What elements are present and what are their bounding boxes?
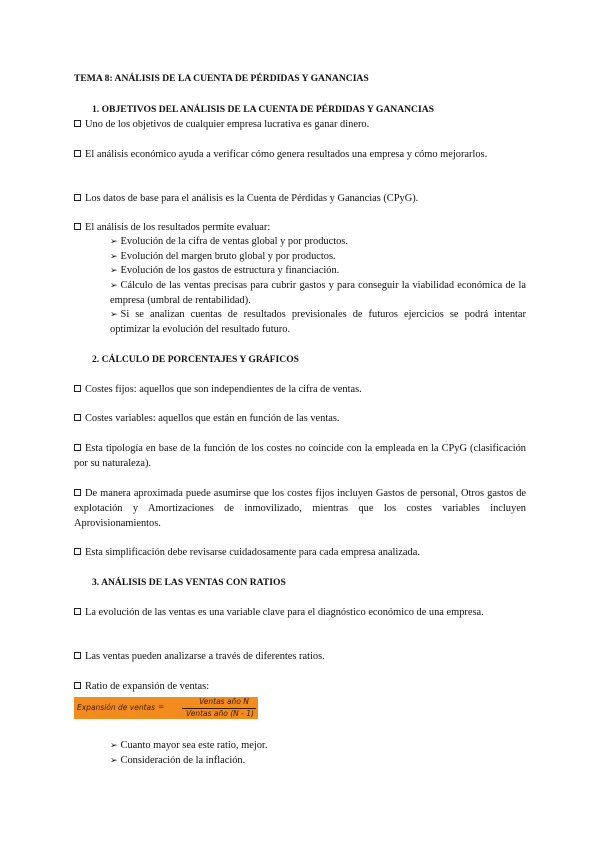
checkbox-bullet-icon bbox=[74, 608, 81, 615]
list-item: Costes variables: aquellos que están en función de las ventas. bbox=[74, 411, 526, 426]
formula-denominator: Ventas año (N - 1) bbox=[186, 709, 254, 718]
sub-list-item: ➢ Evolución del margen bruto global y por productos. bbox=[110, 251, 336, 262]
arrow-bullet-icon: ➢ bbox=[110, 281, 118, 291]
checkbox-bullet-icon bbox=[74, 548, 81, 555]
arrow-bullet-icon: ➢ bbox=[110, 756, 118, 766]
sub-list-item: ➢ Evolución de la cifra de ventas global y por productos. bbox=[110, 236, 348, 247]
checkbox-bullet-icon bbox=[74, 385, 81, 392]
arrow-bullet-icon: ➢ bbox=[110, 266, 118, 276]
sub-list-item: ➢ Cuanto mayor sea este ratio, mejor. bbox=[110, 740, 268, 751]
list-item: Ratio de expansión de ventas: bbox=[74, 679, 526, 694]
arrow-bullet-icon: ➢ bbox=[110, 741, 118, 751]
checkbox-bullet-icon bbox=[74, 444, 81, 451]
arrow-bullet-icon: ➢ bbox=[110, 310, 118, 320]
checkbox-bullet-icon bbox=[74, 194, 81, 201]
list-item: El análisis económico ayuda a verificar cómo genera resultados una empresa y cómo mejorarlos. bbox=[74, 147, 526, 162]
list-item: El análisis de los resultados permite evaluar: bbox=[74, 220, 526, 235]
section-heading-2: 2. CÁLCULO DE PORCENTAJES Y GRÁFICOS bbox=[92, 354, 299, 365]
list-item: De manera aproximada puede asumirse que los costes fijos incluyen Gastos de personal, Otros gastos de explotación y Amortizaciones de inmovilizado, mientras que los costes variables incluyen Aprovisionamientos. bbox=[74, 488, 526, 529]
checkbox-bullet-icon bbox=[74, 489, 81, 496]
sub-list-item: ➢ Si se analizan cuentas de resultados previsionales de futuros ejercicios se podrá intentar optimizar la evolución del resultado futuro. bbox=[110, 309, 526, 335]
arrow-bullet-icon: ➢ bbox=[110, 252, 118, 262]
list-item: La evolución de las ventas es una variable clave para el diagnóstico económico de una empresa. bbox=[74, 605, 526, 620]
list-item: Las ventas pueden analizarse a través de diferentes ratios. bbox=[74, 649, 526, 664]
checkbox-bullet-icon bbox=[74, 414, 81, 421]
sub-list-item: ➢ Evolución de los gastos de estructura y financiación. bbox=[110, 265, 340, 276]
checkbox-bullet-icon bbox=[74, 223, 81, 230]
list-item: Esta tipología en base de la función de los costes no coincide con la empleada en la CPyG (clasificación por su naturaleza). bbox=[74, 443, 526, 469]
document-title: TEMA 8: ANÁLISIS DE LA CUENTA DE PÉRDIDAS Y GANANCIAS bbox=[74, 73, 369, 84]
checkbox-bullet-icon bbox=[74, 652, 81, 659]
list-item: Uno de los objetivos de cualquier empresa lucrativa es ganar dinero. bbox=[74, 117, 526, 132]
arrow-bullet-icon: ➢ bbox=[110, 237, 118, 247]
sub-list-item: ➢ Consideración de la inflación. bbox=[110, 755, 246, 766]
section-heading-3: 3. ANÁLISIS DE LAS VENTAS CON RATIOS bbox=[92, 577, 286, 588]
checkbox-bullet-icon bbox=[74, 682, 81, 689]
section-heading-1: 1. OBJETIVOS DEL ANÁLISIS DE LA CUENTA DE PÉRDIDAS Y GANANCIAS bbox=[92, 104, 434, 115]
formula-left: Expansión de ventas bbox=[77, 703, 156, 712]
expansion-ratio-formula bbox=[74, 697, 258, 719]
list-item: Esta simplificación debe revisarse cuidadosamente para cada empresa analizada. bbox=[74, 545, 526, 560]
checkbox-bullet-icon bbox=[74, 120, 81, 127]
sub-list-item: ➢ Cálculo de las ventas precisas para cubrir gastos y para conseguir la viabilidad económica de la empresa (umbral de rentabilidad). bbox=[110, 280, 526, 306]
formula-numerator: Ventas año N bbox=[199, 697, 249, 706]
list-item: Costes fijos: aquellos que son independientes de la cifra de ventas. bbox=[74, 382, 526, 397]
checkbox-bullet-icon bbox=[74, 150, 81, 157]
formula-equals: = bbox=[158, 702, 165, 711]
list-item: Los datos de base para el análisis es la Cuenta de Pérdidas y Ganancias (CPyG). bbox=[74, 191, 526, 206]
